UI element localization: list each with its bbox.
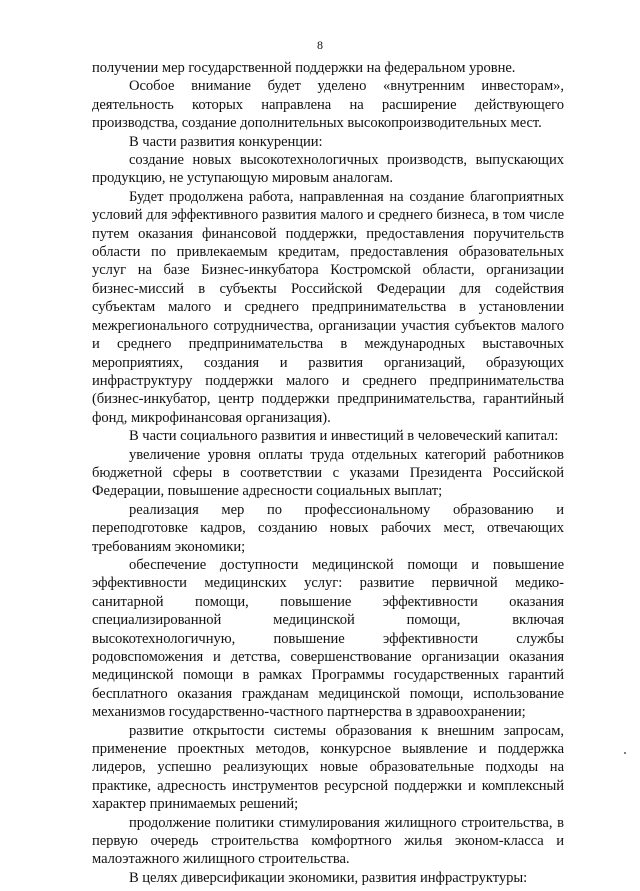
page-number: 8 <box>317 38 323 52</box>
paragraph-diversification-heading: В целях диверсификации экономики, развития инфраструктуры: <box>129 869 528 886</box>
paragraph-internal-investors: Особое внимание будет уделено «внутренним инвесторам», деятельность которых направлена на расширение действующего производства, создание дополнительных высокопроизводительных мест. <box>92 78 564 132</box>
paragraph-small-business-support: Будет продолжена работа, направленная на создание благоприятных условий для эффективного развития малого и среднего бизнеса, в том числе путем оказания финансовой поддержки, предоставления поручительств области по привлекаемым кредитам, предоставления образовательных услуг на базе Бизнес-инкубатора Костромской области, организации бизнес-миссий в субъекты Российской Федерации для содействия субъектам малого и среднего предпринимательства в установлении межрегионального сотрудничества, организации участия субъектов малого и среднего предпринимательства в международных выставочных мероприятиях, создания и развития организаций, образующих инфраструктуру поддержки малого и среднего предпринимательства (бизнес-инкубатор, центр поддержки предпринимательства, гарантийный фонд, микрофинансовая организация). <box>92 188 564 426</box>
paragraph-federal-support: получении мер государственной поддержки на федеральном уровне. <box>92 60 516 76</box>
paragraph-social-development-heading: В части социального развития и инвестиций в человеческий капитал: <box>129 428 559 445</box>
scan-speck <box>624 752 626 754</box>
document-body <box>92 59 564 887</box>
paragraph-high-tech-production: создание новых высокотехнологичных производств, выпускающих продукцию, не уступающую мировым аналогам. <box>92 152 564 187</box>
paragraph-housing-construction: продолжение политики стимулирования жилищного строительства, в первую очередь строительства комфортного жилья эконом-класса и малоэтажного жилищного строительства. <box>92 814 564 868</box>
paragraph-medical-care: обеспечение доступности медицинской помощи и повышение эффективности медицинских услуг: развитие первичной медико-санитарной помощи, повышение эффективности оказания специализированной медицинской помощи, включая высокотехнологичную, повышение эффективности службы родовспоможения и детства, совершенствование организации оказания медицинской помощи в рамках Программы государственных гарантий бесплатного оказания гражданам медицинской помощи, использование механизмов государственно-частного партнерства в здравоохранении; <box>92 556 564 721</box>
paragraph-competition-heading: В части развития конкуренции: <box>129 133 323 150</box>
paragraph-wages-increase: увеличение уровня оплаты труда отдельных категорий работников бюджетной сферы в соответствии с указами Президента Российской Федерации, повышение адресности социальных выплат; <box>92 446 564 500</box>
paragraph-education-openness: развитие открытости системы образования к внешним запросам, применение проектных методов, конкурсное выявление и поддержка лидеров, успешно реализующих новые образовательные подходы на практике, адресность инструментов ресурсной поддержки и комплексный характер принимаемых решений; <box>92 722 564 813</box>
paragraph-professional-education: реализация мер по профессиональному образованию и переподготовке кадров, созданию новых рабочих мест, отвечающих требованиям экономики; <box>92 501 564 555</box>
